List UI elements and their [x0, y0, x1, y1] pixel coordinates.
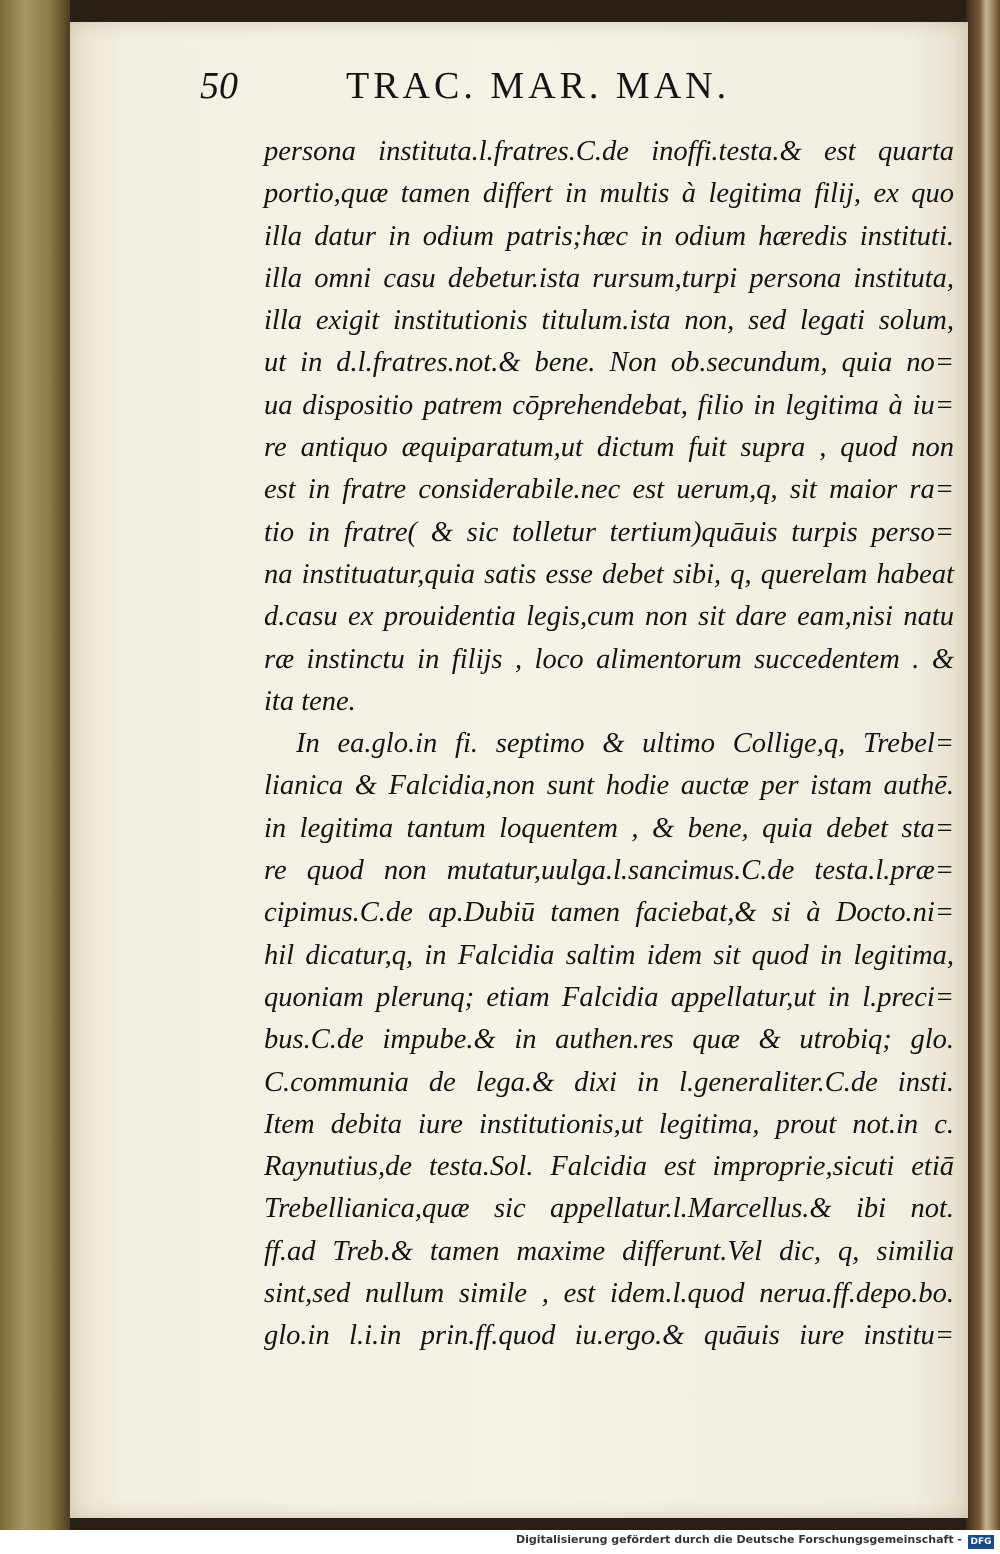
- text-line: Raynutius,de testa.Sol. Falcidia est improprie,sicuti etiā: [264, 1151, 954, 1183]
- book-fore-edge: [966, 0, 1000, 1530]
- page-number: 50: [200, 65, 238, 107]
- body-text: [264, 131, 954, 1358]
- text-line: portio,quæ tamen differt in multis à legitima filij, ex quo: [264, 178, 954, 210]
- text-line: lianica & Falcidia,non sunt hodie auctæ per istam authē.: [264, 770, 954, 802]
- text-line: d.casu ex prouidentia legis,cum non sit dare eam,nisi natu: [264, 601, 954, 633]
- text-line: re quod non mutatur,uulga.l.sancimus.C.de testa.l.præ=: [264, 855, 954, 887]
- text-line: illa exigit institutionis titulum.ista non, sed legati solum,: [264, 305, 954, 337]
- text-line: ua dispositio patrem cōprehendebat, filio in legitima à iu=: [264, 389, 954, 421]
- text-line: bus.C.de impube.& in authen.res quæ & utrobiq; glo.: [264, 1024, 954, 1056]
- funding-credit: Digitalisierung gefördert durch die Deutsche Forschungsgemeinschaft -: [515, 1533, 962, 1546]
- text-line: C.communia de lega.& dixi in l.generaliter.C.de insti.: [264, 1066, 954, 1098]
- text-line: est in fratre considerabile.nec est uerum,q, sit maior ra=: [264, 474, 954, 506]
- text-line: ff.ad Treb.& tamen maxime differunt.Vel dic, q, similia: [264, 1235, 954, 1267]
- dfg-logo: DFG: [968, 1535, 994, 1549]
- text-line: glo.in l.i.in prin.ff.quod iu.ergo.& quāuis iure institu=: [264, 1320, 954, 1352]
- text-line: ut in d.l.fratres.not.& bene. Non ob.secundum, quia no=: [264, 347, 954, 379]
- text-line: in legitima tantum loquentem , & bene, quia debet sta=: [264, 812, 954, 844]
- text-line: Item debita iure institutionis,ut legitima, prout not.in c.: [264, 1108, 954, 1140]
- text-line: illa omni casu debetur.ista rursum,turpi persona instituta,: [264, 262, 954, 294]
- text-line: na instituatur,quia satis esse debet sibi, q, querelam habeat: [264, 558, 954, 590]
- book-binding-edge: [0, 0, 70, 1530]
- running-title: TRAC. MAR. MAN.: [346, 65, 731, 107]
- text-line: cipimus.C.de ap.Dubiū tamen faciebat,& si à Docto.ni=: [264, 897, 954, 929]
- text-line: persona instituta.l.fratres.C.de inoffi.testa.& est quarta: [264, 136, 954, 167]
- text-line: quoniam plerunq; etiam Falcidia appellatur,ut in l.preci=: [264, 981, 954, 1013]
- text-line: ita tene.: [264, 685, 356, 717]
- text-line: Trebellianica,quæ sic appellatur.l.Marcellus.& ibi not.: [264, 1193, 954, 1225]
- footer-bar: [0, 1530, 1000, 1554]
- text-line: tio in fratre( & sic tolletur tertium)quāuis turpis perso=: [264, 516, 954, 548]
- text-line: hil dicatur,q, in Falcidia saltim idem sit quod in legitima,: [264, 939, 954, 971]
- page-header: [200, 64, 800, 114]
- text-line: ræ instinctu in filijs , loco alimentorum succedentem . &: [264, 643, 954, 675]
- text-line: re antiquo æquiparatum,ut dictum fuit supra , quod non: [264, 432, 954, 464]
- text-line: sint,sed nullum simile , est idem.l.quod nerua.ff.depo.bo.: [264, 1278, 954, 1310]
- paragraph-start-line: In ea.glo.in fi. septimo & ultimo Collige,q, Trebel=: [296, 728, 954, 760]
- text-line: illa datur in odium patris;hæc in odium hæredis instituti.: [264, 220, 954, 252]
